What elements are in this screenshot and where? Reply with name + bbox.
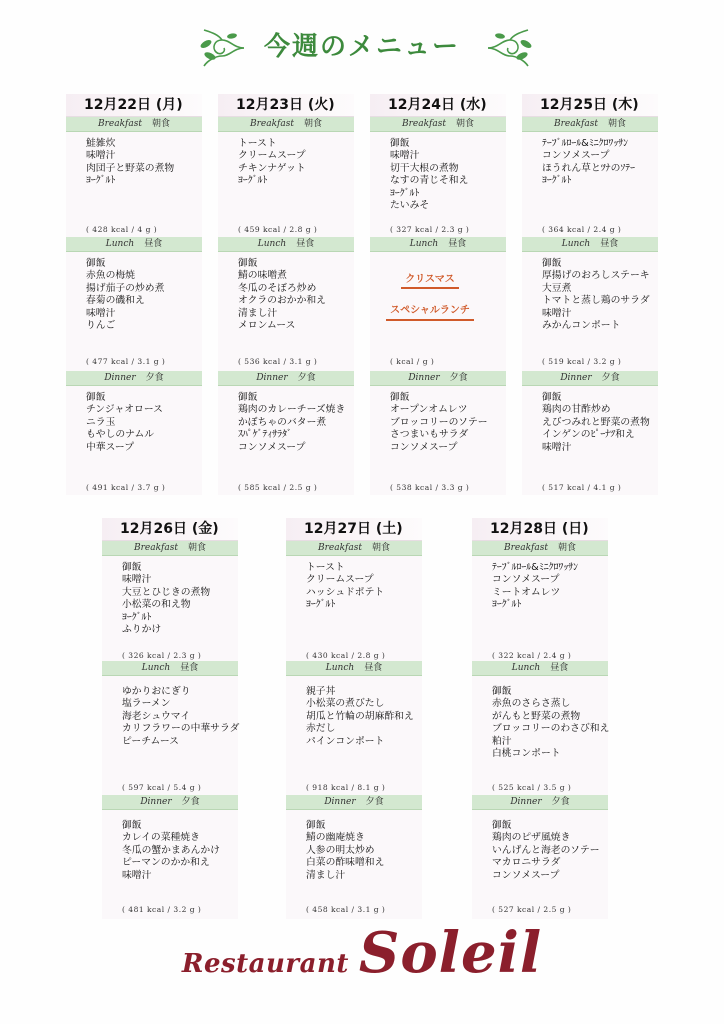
breakfast-section xyxy=(472,541,608,661)
breakfast-section xyxy=(370,117,506,237)
breakfast-items xyxy=(286,556,422,612)
menu-item: がんもと野菜の煮物 xyxy=(492,710,581,722)
menu-item: 御飯 xyxy=(390,138,410,149)
menu-item: ブロッコリーのソテー xyxy=(390,416,488,428)
nutrition-info: ( 585 kcal / 2.5 g ) xyxy=(238,483,318,492)
menu-item: たいみそ xyxy=(390,200,430,212)
menu-item: トースト xyxy=(238,138,277,149)
lunch-items xyxy=(66,252,202,332)
menu-item: クリームスープ xyxy=(306,574,374,586)
title-row xyxy=(0,24,724,70)
lunch-items xyxy=(218,252,354,332)
page-title: 今週のメニュー xyxy=(263,32,460,62)
menu-item: カレイの菜種焼き xyxy=(122,832,200,844)
dinner-items xyxy=(218,386,354,454)
menu-item: コンソメスープ xyxy=(390,441,458,453)
menu-item: コンソメスープ xyxy=(492,869,560,881)
breakfast-section xyxy=(102,541,238,661)
dinner-section xyxy=(472,795,608,919)
menu-item: 味噌汁 xyxy=(390,150,420,162)
nutrition-info: ( 458 kcal / 3.1 g ) xyxy=(306,905,386,914)
dinner-section xyxy=(522,371,658,495)
lunch-items xyxy=(102,676,238,748)
menu-item: 白菜の酢味噌和え xyxy=(306,857,385,869)
dinner-section xyxy=(102,795,238,919)
menu-item: パインコンポート xyxy=(306,735,385,747)
menu-item: ピーマンのかか和え xyxy=(122,857,210,869)
day-date: 12月24日 (水) xyxy=(370,94,506,117)
breakfast-header: Breakfast 朝食 xyxy=(472,541,608,556)
menu-item: 御飯 xyxy=(390,392,410,403)
dinner-header: Dinner 夕食 xyxy=(522,371,658,386)
menu-item: ブロッコリーのわさび和え xyxy=(492,723,610,735)
nutrition-info: ( kcal / g ) xyxy=(390,357,435,366)
menu-item: ﾃｰﾌﾞﾙﾛｰﾙ&ﾐﾆｸﾛﾜｯｻﾝ xyxy=(492,562,579,573)
menu-item: トマトと蒸し鶏のサラダ xyxy=(542,295,650,307)
menu-item: みかんコンポート xyxy=(542,320,621,332)
day-column xyxy=(102,518,238,919)
menu-item: オクラのおかか和え xyxy=(238,295,326,307)
menu-item: ﾖｰｸﾞﾙﾄ xyxy=(390,187,420,199)
dinner-items xyxy=(472,810,608,882)
menu-item: 粕汁 xyxy=(492,735,512,747)
menu-item: 味噌汁 xyxy=(122,869,152,881)
nutrition-info: ( 525 kcal / 3.5 g ) xyxy=(492,783,572,792)
lunch-section xyxy=(522,237,658,371)
breakfast-section xyxy=(522,117,658,237)
logo-restaurant-text: Restaurant xyxy=(181,949,349,979)
menu-item: 冬瓜の蟹かまあんかけ xyxy=(122,844,220,856)
lunch-section xyxy=(102,661,238,795)
day-column xyxy=(286,518,422,919)
lunch-header: Lunch 昼食 xyxy=(370,237,506,252)
menu-item: りんご xyxy=(86,320,116,332)
breakfast-items xyxy=(102,556,238,636)
menu-item: ﾖｰｸﾞﾙﾄ xyxy=(306,599,336,611)
menu-item: 御飯 xyxy=(86,258,106,269)
breakfast-header: Breakfast 朝食 xyxy=(66,117,202,132)
menu-item: 鯖の味噌煮 xyxy=(238,270,287,282)
menu-item: ニラ玉 xyxy=(86,416,116,428)
menu-item: 味噌汁 xyxy=(122,574,152,586)
menu-item: 肉団子と野菜の煮物 xyxy=(86,162,175,174)
nutrition-info: ( 477 kcal / 3.1 g ) xyxy=(86,357,166,366)
day-date: 12月23日 (火) xyxy=(218,94,354,117)
menu-item: 赤だし xyxy=(306,723,336,735)
menu-item: ハッシュドポテト xyxy=(306,586,385,598)
lunch-section xyxy=(218,237,354,371)
menu-item: 御飯 xyxy=(492,686,512,697)
menu-item: 海老シュウマイ xyxy=(122,710,191,722)
lunch-items xyxy=(286,676,422,748)
menu-item: ﾖｰｸﾞﾙﾄ xyxy=(86,175,116,187)
menu-item: 切干大根の煮物 xyxy=(390,162,459,174)
menu-item: 味噌汁 xyxy=(86,307,116,319)
dinner-header: Dinner 夕食 xyxy=(370,371,506,386)
menu-item: ゆかりおにぎり xyxy=(122,686,191,697)
menu-item: ふりかけ xyxy=(122,624,162,636)
menu-item: カリフラワーの中華サラダ xyxy=(122,723,240,735)
menu-item: 赤魚の梅焼 xyxy=(86,270,135,282)
nutrition-info: ( 491 kcal / 3.7 g ) xyxy=(86,483,166,492)
nutrition-info: ( 918 kcal / 8.1 g ) xyxy=(306,783,386,792)
menu-item: 御飯 xyxy=(492,820,512,831)
nutrition-info: ( 327 kcal / 2.3 g ) xyxy=(390,225,470,234)
special-label: スペシャルランチ xyxy=(386,305,474,320)
menu-item: 厚揚げのおろしステーキ xyxy=(542,270,650,282)
menu-item: 親子丼 xyxy=(306,686,336,697)
menu-item: 御飯 xyxy=(542,258,562,269)
day-column xyxy=(522,94,658,495)
menu-item: ほうれん草とﾂﾅのｿﾃｰ xyxy=(542,162,636,174)
menu-item: ﾖｰｸﾞﾙﾄ xyxy=(542,175,572,187)
special-lunch xyxy=(370,252,506,321)
dinner-items xyxy=(286,810,422,882)
nutrition-info: ( 322 kcal / 2.4 g ) xyxy=(492,651,572,660)
menu-item: ｽﾊﾟｹﾞﾃｨｻﾗﾀﾞ xyxy=(238,429,292,441)
dinner-header: Dinner 夕食 xyxy=(102,795,238,810)
menu-item: チキンナゲット xyxy=(238,162,306,174)
menu-item: 味噌汁 xyxy=(542,441,572,453)
nutrition-info: ( 597 kcal / 5.4 g ) xyxy=(122,783,202,792)
menu-item: チンジャオロース xyxy=(86,404,163,416)
menu-item: コンソメスープ xyxy=(238,441,306,453)
nutrition-info: ( 459 kcal / 2.8 g ) xyxy=(238,225,318,234)
menu-item: 清まし汁 xyxy=(238,307,278,319)
lunch-header: Lunch 昼食 xyxy=(286,661,422,676)
day-date: 12月27日 (土) xyxy=(286,518,422,541)
menu-item: かぼちゃのバター煮 xyxy=(238,416,327,428)
dinner-section xyxy=(286,795,422,919)
breakfast-header: Breakfast 朝食 xyxy=(218,117,354,132)
lunch-section xyxy=(66,237,202,371)
day-column xyxy=(370,94,506,495)
menu-item: 冬瓜のそぼろ炒め xyxy=(238,282,317,294)
day-column xyxy=(66,94,202,495)
menu-item: 鶏肉の甘酢炒め xyxy=(542,404,611,416)
menu-item: 揚げ茄子の炒め煮 xyxy=(86,282,165,294)
day-date: 12月28日 (日) xyxy=(472,518,608,541)
logo-soleil-text: Soleil xyxy=(358,920,543,986)
breakfast-header: Breakfast 朝食 xyxy=(522,117,658,132)
menu-item: クリームスープ xyxy=(238,150,306,162)
menu-item: 赤魚のさらさ蒸し xyxy=(492,698,571,710)
menu-item: トースト xyxy=(306,562,345,573)
day-date: 12月26日 (金) xyxy=(102,518,238,541)
day-date: 12月22日 (月) xyxy=(66,94,202,117)
breakfast-section xyxy=(66,117,202,237)
lunch-header: Lunch 昼食 xyxy=(102,661,238,676)
dinner-section xyxy=(218,371,354,495)
lunch-header: Lunch 昼食 xyxy=(66,237,202,252)
menu-item: 白桃コンポート xyxy=(492,748,561,760)
dinner-items xyxy=(66,386,202,454)
breakfast-section xyxy=(218,117,354,237)
breakfast-header: Breakfast 朝食 xyxy=(102,541,238,556)
menu-item: 御飯 xyxy=(238,392,258,403)
menu-item: 鯖の幽庵焼き xyxy=(306,832,365,844)
day-date: 12月25日 (木) xyxy=(522,94,658,117)
menu-item: ﾃｰﾌﾞﾙﾛｰﾙ&ﾐﾆｸﾛﾜｯｻﾝ xyxy=(542,138,629,149)
menu-item: 御飯 xyxy=(238,258,258,269)
nutrition-info: ( 527 kcal / 2.5 g ) xyxy=(492,905,572,914)
menu-item: オープンオムレツ xyxy=(390,404,468,416)
breakfast-items xyxy=(66,132,202,188)
dinner-items xyxy=(522,386,658,454)
menu-item: 小松菜の煮びたし xyxy=(306,698,385,710)
day-column xyxy=(218,94,354,495)
menu-item: えびつみれと野菜の煮物 xyxy=(542,416,650,428)
menu-item: 御飯 xyxy=(306,820,326,831)
menu-item: ﾖｰｸﾞﾙﾄ xyxy=(238,175,268,187)
breakfast-items xyxy=(522,132,658,188)
menu-item: マカロニサラダ xyxy=(492,857,561,869)
nutrition-info: ( 428 kcal / 4 g ) xyxy=(86,225,158,234)
right-flourish-icon xyxy=(486,26,536,70)
menu-item: ﾖｰｸﾞﾙﾄ xyxy=(122,611,152,623)
lunch-section xyxy=(286,661,422,795)
menu-item: 小松菜の和え物 xyxy=(122,599,191,611)
dinner-items xyxy=(102,810,238,882)
breakfast-items xyxy=(370,132,506,212)
menu-item: 鶏肉のピザ風焼き xyxy=(492,832,571,844)
dinner-section xyxy=(66,371,202,495)
dinner-header: Dinner 夕食 xyxy=(472,795,608,810)
menu-item: インゲンのﾋﾟｰﾅﾂ和え xyxy=(542,429,635,441)
menu-item: もやしのナムル xyxy=(86,429,155,441)
menu-item: 御飯 xyxy=(86,392,106,403)
nutrition-info: ( 430 kcal / 2.8 g ) xyxy=(306,651,386,660)
menu-item: ピーチムース xyxy=(122,735,179,747)
menu-item: 中華スープ xyxy=(86,441,135,453)
nutrition-info: ( 517 kcal / 4.1 g ) xyxy=(542,483,622,492)
restaurant-logo xyxy=(0,920,724,986)
menu-item: さつまいもサラダ xyxy=(390,429,469,441)
dinner-section xyxy=(370,371,506,495)
lunch-items xyxy=(472,676,608,760)
menu-item: 味噌汁 xyxy=(86,150,116,162)
menu-item: ミートオムレツ xyxy=(492,586,561,598)
menu-item: 清まし汁 xyxy=(306,869,346,881)
breakfast-items xyxy=(218,132,354,188)
breakfast-items xyxy=(472,556,608,612)
lunch-items xyxy=(522,252,658,332)
menu-item: なすの青じそ和え xyxy=(390,175,469,187)
menu-item: 鶏肉のカレーチーズ焼き xyxy=(238,404,346,416)
menu-item: 胡瓜と竹輪の胡麻酢和え xyxy=(306,710,414,722)
menu-item: 春菊の磯和え xyxy=(86,295,145,307)
special-label: クリスマス xyxy=(401,274,459,289)
nutrition-info: ( 536 kcal / 3.1 g ) xyxy=(238,357,318,366)
nutrition-info: ( 364 kcal / 2.4 g ) xyxy=(542,225,622,234)
lunch-header: Lunch 昼食 xyxy=(218,237,354,252)
dinner-header: Dinner 夕食 xyxy=(66,371,202,386)
menu-item: コンソメスープ xyxy=(492,574,560,586)
menu-item: コンソメスープ xyxy=(542,150,610,162)
menu-item: 御飯 xyxy=(122,562,142,573)
nutrition-info: ( 481 kcal / 3.2 g ) xyxy=(122,905,202,914)
lunch-header: Lunch 昼食 xyxy=(522,237,658,252)
menu-item: メロンムース xyxy=(238,320,296,332)
lunch-header: Lunch 昼食 xyxy=(472,661,608,676)
dinner-header: Dinner 夕食 xyxy=(286,795,422,810)
lunch-section xyxy=(472,661,608,795)
dinner-items xyxy=(370,386,506,454)
menu-item: 大豆煮 xyxy=(542,282,572,294)
breakfast-header: Breakfast 朝食 xyxy=(286,541,422,556)
day-column xyxy=(472,518,608,919)
nutrition-info: ( 538 kcal / 3.3 g ) xyxy=(390,483,470,492)
menu-item: 人参の明太炒め xyxy=(306,844,375,856)
breakfast-header: Breakfast 朝食 xyxy=(370,117,506,132)
nutrition-info: ( 519 kcal / 3.2 g ) xyxy=(542,357,622,366)
menu-item: いんげんと海老のソテー xyxy=(492,844,600,856)
dinner-header: Dinner 夕食 xyxy=(218,371,354,386)
nutrition-info: ( 326 kcal / 2.3 g ) xyxy=(122,651,202,660)
menu-item: ﾖｰｸﾞﾙﾄ xyxy=(492,599,522,611)
menu-item: 味噌汁 xyxy=(542,307,572,319)
menu-item: 御飯 xyxy=(122,820,142,831)
menu-item: 御飯 xyxy=(542,392,562,403)
breakfast-section xyxy=(286,541,422,661)
menu-item: 塩ラーメン xyxy=(122,698,171,710)
menu-item: 鮭雑炊 xyxy=(86,138,116,149)
lunch-section xyxy=(370,237,506,371)
menu-item: 大豆とひじきの煮物 xyxy=(122,586,211,598)
